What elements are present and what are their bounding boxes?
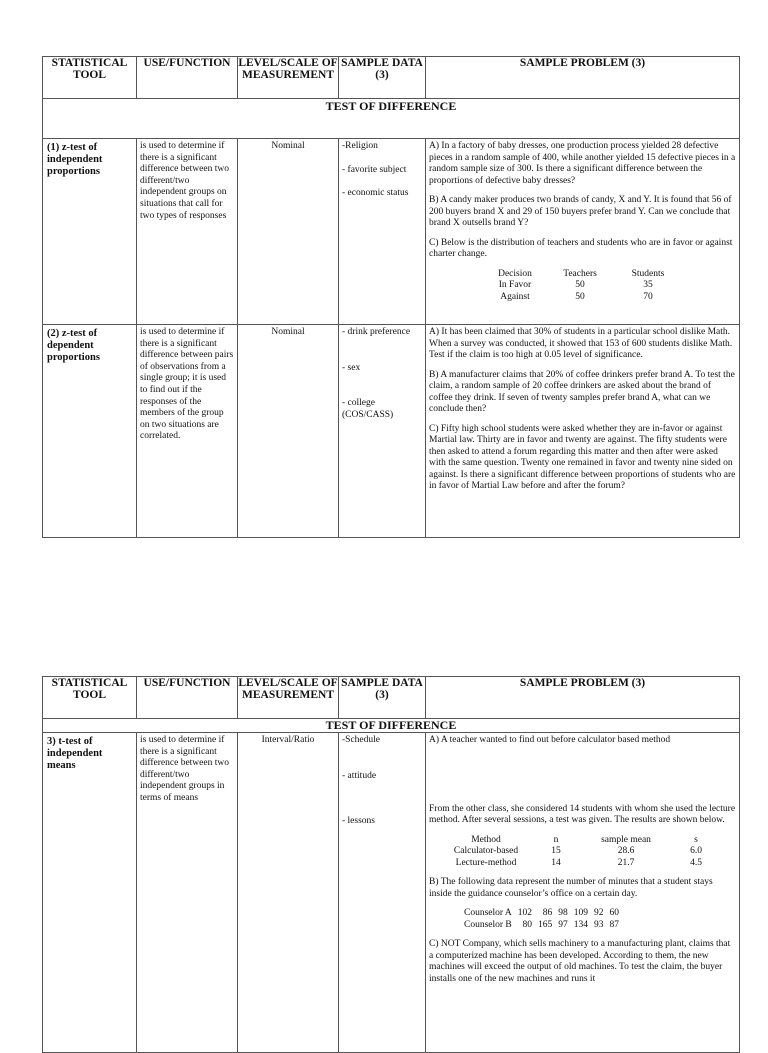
header-sample-data: SAMPLE DATA (3) bbox=[339, 677, 426, 719]
header-statistical-tool: STATISTICAL TOOL bbox=[43, 57, 137, 99]
sample-data-cell bbox=[339, 139, 426, 325]
problem-text: B) A candy maker produces two brands of candy, X and Y. It is found that 56 of 200 buyers brand X and 29 of 150 buyers prefer brand Y. Can we conclude that brand X outsells brand Y? bbox=[429, 195, 732, 228]
n-cell: 15 bbox=[551, 846, 561, 856]
sample-data-cell bbox=[339, 733, 426, 1053]
sample-problem-cell bbox=[426, 325, 740, 538]
mean-cell: 21.7 bbox=[617, 857, 635, 868]
n-header: n bbox=[553, 834, 559, 845]
level-text: Nominal bbox=[238, 325, 339, 538]
counselor-label: Counselor A bbox=[464, 908, 512, 918]
s-header: s bbox=[694, 834, 698, 845]
minutes-cell: 165 bbox=[538, 919, 553, 930]
sample-data-item: - lessons bbox=[342, 816, 375, 827]
s-cell: 4.5 bbox=[690, 857, 702, 868]
problem-text: C) Below is the distribution of teachers and students who are in favor or against charter change. bbox=[429, 237, 733, 259]
problem-text: C) NOT Company, which sells machinery to a manufacturing plant, claims that a computerized machine has been developed. According to them, the new machines will exceed the output of old machines. To test the claim, the buyer installs one of the new machines and runs it bbox=[429, 939, 731, 984]
minutes-cell: 60 bbox=[609, 908, 620, 918]
use-function-text: is used to determine if there is a significant difference between pairs of observations from a single group; it is used to find out if the responses of the members of the group on two situations are correlated. bbox=[137, 325, 238, 538]
sample-data-item: - economic status bbox=[342, 188, 409, 199]
minutes-cell: 86 bbox=[542, 908, 553, 918]
minutes-cell: 93 bbox=[594, 919, 604, 930]
sample-data-item: - college (COS/CASS) bbox=[342, 398, 394, 420]
mean-header: sample mean bbox=[601, 834, 651, 845]
decision-header: Decision bbox=[498, 268, 532, 279]
teachers-header: Teachers bbox=[563, 268, 597, 279]
students-header: Students bbox=[631, 268, 665, 279]
decision-table bbox=[484, 269, 682, 304]
minutes-cell: 109 bbox=[573, 908, 589, 918]
tool-name: 3) t-test of independent means bbox=[43, 733, 137, 1053]
header-sample-problem: SAMPLE PROBLEM (3) bbox=[426, 57, 740, 99]
minutes-cell: 102 bbox=[517, 908, 533, 918]
header-sample-problem: SAMPLE PROBLEM (3) bbox=[426, 677, 740, 719]
problem-text: B) A manufacturer claims that 20% of coffee drinkers prefer brand A. To test the claim, a random sample of 20 coffee drinkers are asked about the brand of coffee they drink. If seven of twenty samples prefer brand A, what can we conclude then? bbox=[429, 369, 735, 414]
sample-data-item: -Schedule bbox=[342, 735, 380, 745]
n-cell: 14 bbox=[551, 857, 561, 868]
method-cell: Lecture-method bbox=[455, 857, 517, 868]
students-cell: 70 bbox=[643, 291, 653, 302]
header-use-function: USE/FUNCTION bbox=[137, 57, 238, 99]
sample-data-item: - drink preference bbox=[342, 327, 411, 337]
method-cell: Calculator-based bbox=[453, 846, 519, 856]
header-level-scale: LEVEL/SCALE OF MEASUREMENT bbox=[238, 57, 339, 99]
section-title: TEST OF DIFFERENCE bbox=[43, 99, 740, 139]
mean-cell: 28.6 bbox=[617, 846, 635, 856]
sample-data-item: - attitude bbox=[342, 770, 377, 781]
sample-data-item: - favorite subject bbox=[342, 164, 407, 175]
header-level-scale: LEVEL/SCALE OF MEASUREMENT bbox=[238, 677, 339, 719]
statistical-tools-table-1 bbox=[42, 56, 740, 538]
sample-problem-cell bbox=[426, 139, 740, 325]
problem-text: C) Fifty high school students were asked whether they are in-favor or against Martial law. Thirty are in favor and twenty are against. The fifty students were then asked to attend a forum regarding this matter and then after were asked with the same question. Twenty one remained in favor and twenty nine sided on against. Is there a significant difference between proportions of students who are in favor of Martial Law before and after the forum? bbox=[429, 423, 736, 491]
minutes-cell: 87 bbox=[609, 919, 620, 930]
sample-data-item: -Religion bbox=[342, 141, 378, 151]
problem-text: B) The following data represent the number of minutes that a student stays inside the guidance counselor’s office on a certain day. bbox=[429, 877, 713, 899]
minutes-cell: 134 bbox=[573, 919, 589, 930]
problem-text: From the other class, she considered 14 students with whom she used the lecture method. After several sessions, a test was given. The results are shown below. bbox=[429, 803, 736, 825]
statistical-tools-table-2 bbox=[42, 676, 740, 1053]
sample-data-item: - sex bbox=[342, 362, 361, 373]
decision-cell: In Favor bbox=[498, 280, 532, 290]
counselor-table bbox=[464, 908, 625, 931]
teachers-cell: 50 bbox=[575, 280, 585, 290]
level-text: Nominal bbox=[238, 139, 339, 325]
minutes-cell: 98 bbox=[558, 908, 568, 918]
teachers-cell: 50 bbox=[575, 291, 585, 302]
problem-text: A) A teacher wanted to find out before calculator based method bbox=[429, 735, 671, 745]
sample-problem-cell bbox=[426, 733, 740, 1053]
tool-name: (2) z-test of dependent proportions bbox=[43, 325, 137, 538]
header-use-function: USE/FUNCTION bbox=[137, 677, 238, 719]
counselor-label: Counselor B bbox=[464, 919, 512, 930]
sample-data-cell bbox=[339, 325, 426, 538]
use-function-text: is used to determine if there is a significant difference between two different/two independent groups in terms of means bbox=[137, 733, 238, 1053]
use-function-text: is used to determine if there is a significant difference between two different/two independent groups on situations that call for two types of responses bbox=[137, 139, 238, 325]
tool-name: (1) z-test of independent proportions bbox=[43, 139, 137, 325]
problem-text: A) It has been claimed that 30% of students in a particular school dislike Math. When a survey was conducted, it showed that 153 of 600 students dislike Math. Test if the claim is too high at 0.05 level of significance. bbox=[429, 327, 733, 360]
students-cell: 35 bbox=[643, 280, 653, 290]
table-row bbox=[43, 139, 740, 325]
problem-text: A) In a factory of baby dresses, one production process yielded 28 defective pieces in a random sample of 400, while another yielded 15 defective pieces in a random sample size of 300. Is there a significant difference between the proportions of defective baby dresses? bbox=[429, 141, 736, 186]
table-row bbox=[43, 733, 740, 1053]
method-header: Method bbox=[471, 834, 501, 845]
method-table bbox=[441, 835, 721, 870]
minutes-cell: 97 bbox=[558, 919, 568, 930]
level-text: Interval/Ratio bbox=[238, 733, 339, 1053]
section-title: TEST OF DIFFERENCE bbox=[43, 719, 740, 733]
minutes-cell: 80 bbox=[522, 919, 533, 930]
decision-cell: Against bbox=[500, 291, 530, 302]
minutes-cell: 92 bbox=[594, 908, 604, 918]
s-cell: 6.0 bbox=[690, 846, 702, 856]
header-statistical-tool: STATISTICAL TOOL bbox=[43, 677, 137, 719]
header-sample-data: SAMPLE DATA (3) bbox=[339, 57, 426, 99]
table-row bbox=[43, 325, 740, 538]
